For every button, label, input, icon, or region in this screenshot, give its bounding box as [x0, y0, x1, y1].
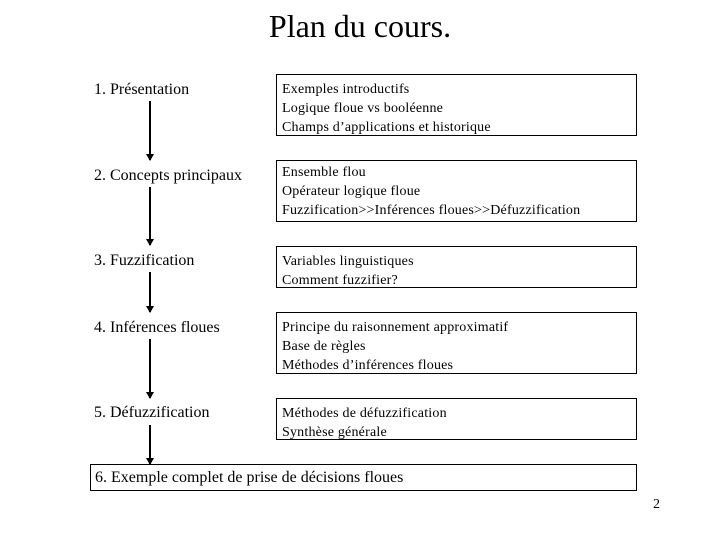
- section-4-item-3: Méthodes d’inférences floues: [282, 358, 454, 373]
- section-4-label: 4. Inférences floues: [94, 319, 220, 336]
- section-6-box: [90, 464, 637, 491]
- section-4-item-2: Base de règles: [282, 339, 366, 354]
- section-3-item-2: Comment fuzzifier?: [282, 273, 398, 288]
- section-1-item-3: Champs d’applications et historique: [282, 120, 491, 135]
- section-5-label: 5. Défuzzification: [94, 404, 210, 421]
- section-5-item-1: Méthodes de défuzzification: [282, 406, 447, 421]
- section-4-item-1: Principe du raisonnement approximatif: [282, 320, 509, 335]
- section-2-label: 2. Concepts principaux: [94, 167, 242, 184]
- slide-title: Plan du cours.: [268, 8, 452, 44]
- section-2-details: [276, 160, 637, 222]
- section-4-details: [276, 312, 637, 374]
- page-number: 2: [653, 497, 660, 512]
- section-2-item-1: Ensemble flou: [282, 165, 366, 180]
- section-2-item-3: Fuzzification>>Inférences floues>>Défuzzification: [282, 203, 581, 218]
- section-1-label: 1. Présentation: [94, 81, 190, 98]
- section-3-details: [276, 246, 637, 288]
- section-5-details: [276, 398, 637, 440]
- section-1-item-2: Logique floue vs booléenne: [282, 101, 444, 116]
- section-6-label: 6. Exemple complet de prise de décisions floues: [95, 469, 404, 486]
- section-1-details: [276, 74, 637, 136]
- section-2-item-2: Opérateur logique floue: [282, 184, 421, 199]
- section-3-item-1: Variables linguistiques: [282, 254, 414, 269]
- section-5-item-2: Synthèse générale: [282, 425, 387, 440]
- section-1-item-1: Exemples introductifs: [282, 82, 410, 97]
- section-3-label: 3. Fuzzification: [94, 252, 195, 269]
